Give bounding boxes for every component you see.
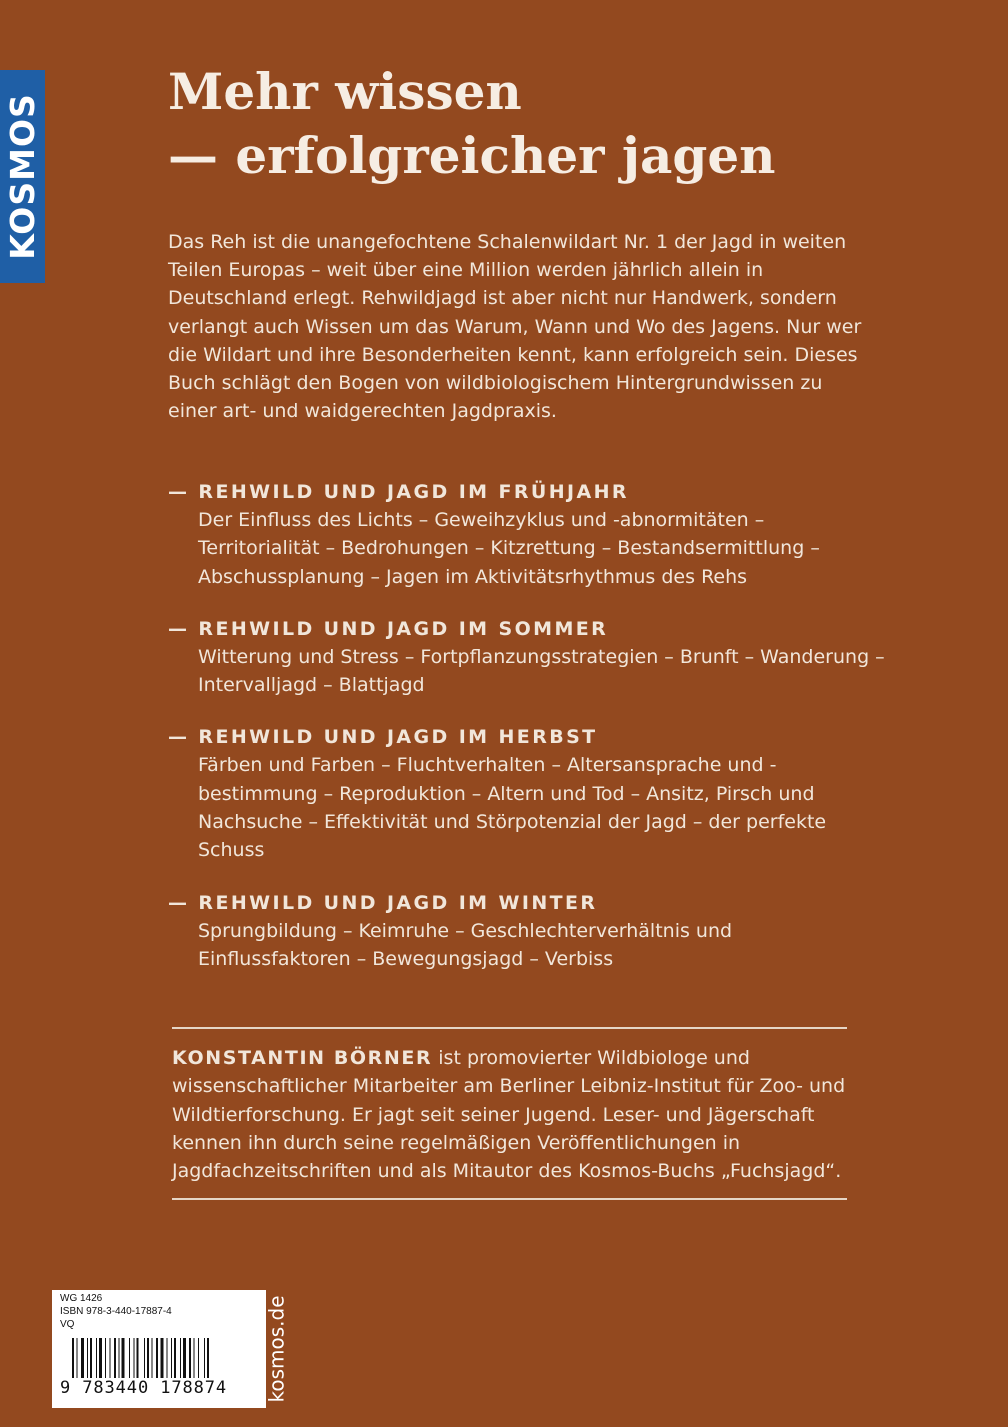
chapter-title: — REHWILD UND JAGD IM HERBST — [168, 726, 598, 749]
headline-line-2: — erfolgreicher jagen — [168, 126, 776, 185]
chapter-title: — REHWILD UND JAGD IM SOMMER — [168, 617, 609, 640]
barcode-bar — [204, 1338, 205, 1378]
barcode-bar — [87, 1338, 88, 1378]
chapter-spring — [168, 478, 888, 591]
author-bio-text: ist promovierter Wildbiologe und wissenschaftlicher Mitarbeiter am Berliner Leibniz-Institut für Zoo- und Wildtierforschung. Er jagt seit seiner Jugend. Leser- und Jägerschaft kennen ihn durch seine regelmäßigen Veröffentlichungen in Jagdfachzeitschriften und als Mitautor des Kosmos-Buchs „Fuchsjagd“. — [172, 1047, 846, 1183]
headline-line-1: Mehr wissen — [168, 62, 522, 121]
chapter-topics: Der Einfluss des Lichts – Geweihzyklus und -abnormitäten – Territorialität – Bedrohungen – Kitzrettung – Bestandsermittlung – Abschussplanung – Jagen im Aktivitätsrhythmus des Rehs — [198, 509, 820, 588]
isbn-number: ISBN 978-3-440-17887-4 — [60, 1306, 172, 1317]
barcode-bar — [171, 1338, 172, 1378]
barcode-bar — [129, 1338, 130, 1378]
barcode-bar — [99, 1338, 102, 1378]
barcode-bar — [152, 1338, 153, 1378]
barcode-bar — [105, 1338, 106, 1378]
barcode-bar — [122, 1338, 125, 1378]
barcode-bars — [72, 1338, 248, 1378]
barcode-bar — [134, 1338, 135, 1378]
vq-code: VQ — [60, 1319, 75, 1330]
author-bio — [172, 1044, 862, 1185]
chapter-list — [168, 478, 888, 973]
barcode-bar — [174, 1338, 176, 1378]
chapter-winter — [168, 889, 888, 974]
barcode-bar — [81, 1338, 84, 1378]
wg-code: WG 1426 — [60, 1293, 103, 1304]
barcode-bar — [167, 1338, 168, 1378]
barcode-bar — [156, 1338, 158, 1378]
chapter-topics: Färben und Farben – Fluchtverhalten – Altersansprache und -bestimmung – Reproduktion – Altern und Tod – Ansitz, Pirsch und Nachsuche – Effektivität und Störpotenzial der Jagd – der perfekte Schuss — [198, 754, 827, 862]
chapter-topics: Sprungbildung – Keimruhe – Geschlechterverhältnis und Einflussfaktoren – Bewegungsjagd – Verbiss — [198, 919, 733, 970]
barcode-panel — [52, 1290, 266, 1408]
barcode-bar — [144, 1338, 145, 1378]
logo-text: KOSMOS — [3, 93, 43, 260]
barcode-digits: 9 783440 178874 — [60, 1378, 228, 1398]
barcode-bar — [110, 1338, 111, 1378]
intro-paragraph: Das Reh ist die unangefochtene Schalenwildart Nr. 1 der Jagd in weiten Teilen Europas – weit über eine Million werden jährlich allein in Deutschland erlegt. Rehwildjagd ist aber nicht nur Handwerk, sondern verlangt auch Wissen um das Warum, Wann und Wo des Jagens. Nur wer die Wildart und ihre Besonderheiten kennt, kann erfolgreich sein. Dieses Buch schlägt den Bogen von wildbiologischem Hintergrundwissen zu einer art- und waidgerechten Jagdpraxis. — [168, 231, 862, 423]
chapter-autumn — [168, 723, 888, 864]
barcode-bar — [198, 1338, 199, 1378]
chapter-topics: Witterung und Stress – Fortpflanzungsstrategien – Brunft – Wanderung – Intervalljagd – Blattjagd — [198, 645, 885, 697]
headline — [168, 60, 776, 188]
publisher-logo — [0, 70, 45, 283]
barcode-bar — [147, 1338, 149, 1378]
barcode-bar — [72, 1338, 74, 1378]
chapter-title: — REHWILD UND JAGD IM FRÜHJAHR — [168, 481, 629, 503]
divider-top — [172, 1027, 847, 1029]
barcode-bar — [119, 1338, 120, 1378]
website-wrap — [266, 1290, 288, 1408]
barcode-bar — [207, 1338, 209, 1378]
barcode-bar — [180, 1338, 181, 1378]
barcode-bar — [96, 1338, 97, 1378]
author-name: KONSTANTIN BÖRNER — [172, 1047, 433, 1069]
barcode-bar — [90, 1338, 92, 1378]
barcode-bar — [137, 1338, 139, 1378]
chapter-title: — REHWILD UND JAGD IM WINTER — [168, 891, 598, 914]
barcode-bar — [77, 1338, 78, 1378]
chapter-summer — [168, 615, 888, 700]
barcode-bar — [114, 1338, 116, 1378]
divider-bottom — [172, 1198, 847, 1200]
barcode-bar — [161, 1338, 164, 1378]
website-url: kosmos.de — [265, 1295, 289, 1403]
barcode-bar — [194, 1338, 195, 1378]
barcode-bar — [189, 1338, 191, 1378]
barcode-bar — [183, 1338, 186, 1378]
